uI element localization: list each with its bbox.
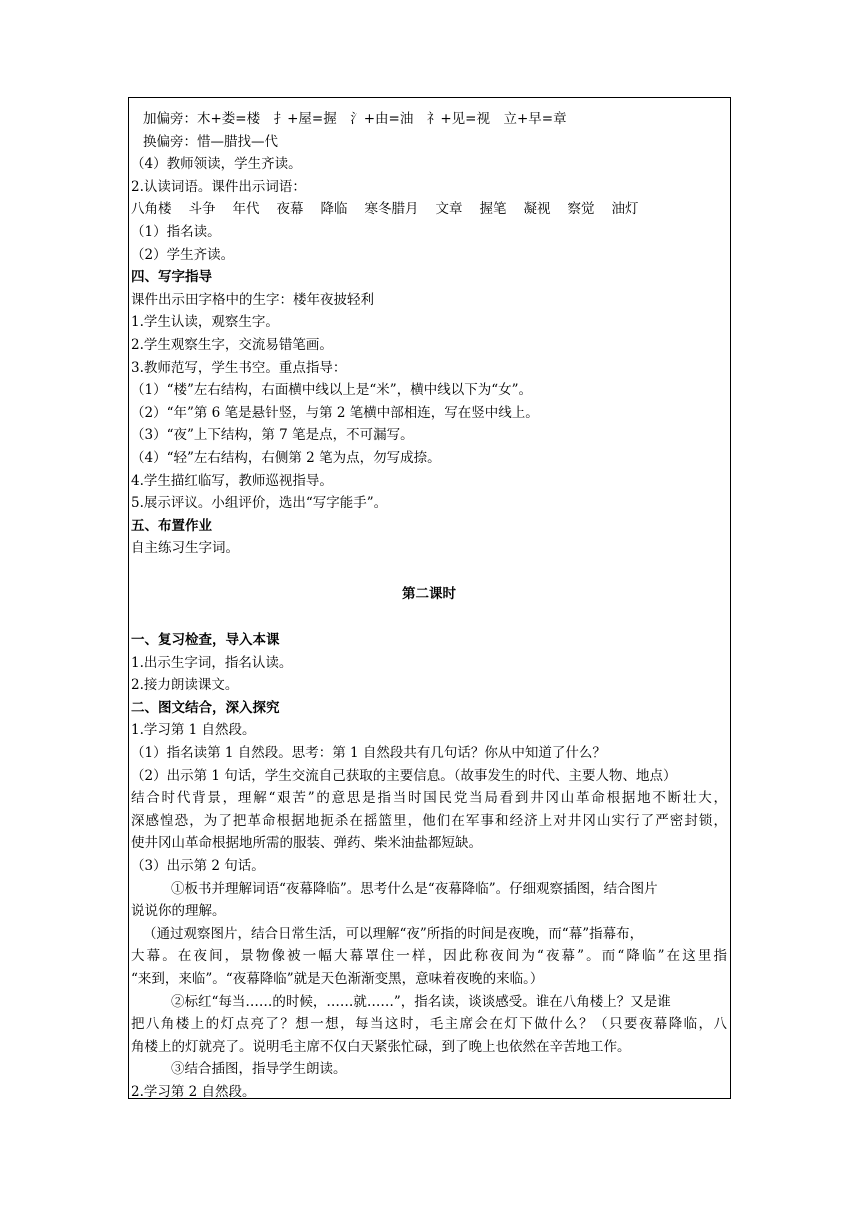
text-line: ②标红“每当……的时候，……就……”，指名读，谈谈感受。谁在八角楼上？又是谁: [171, 993, 671, 1010]
vocabulary-word: 油灯: [611, 201, 639, 218]
text-line: 1.出示生字词，指名认读。: [131, 654, 293, 671]
section-heading: 四、写字指导: [131, 269, 212, 286]
section-heading: 五、布置作业: [131, 517, 212, 534]
lesson-plan-content: [131, 108, 727, 1104]
text-line: 角楼上的灯就亮了。说明毛主席不仅白天紧张忙碌，到了晚上也依然在辛苦地工作。: [131, 1038, 631, 1055]
text-line: （2）出示第 1 句话，学生交流自己获取的主要信息。（故事发生的时代、主要人物、地点）: [131, 767, 677, 784]
lesson-period-title: 第二课时: [402, 586, 456, 603]
text-line: 5.展示评议。小组评价，选出“写字能手”。: [131, 495, 388, 512]
text-line: （4）教师领读，学生齐读。: [131, 156, 302, 173]
text-line: （1）“楼”左右结构，右面横中线以上是“米”，横中线以下为“女”。: [131, 382, 532, 399]
vocabulary-word: 握笔: [479, 201, 507, 218]
text-line: ③结合插图，指导学生朗读。: [171, 1061, 347, 1078]
text-line: （1）指名读第 1 自然段。思考：第 1 自然段共有几句话？你从中知道了什么？: [131, 745, 606, 762]
text-line: 2.接力朗读课文。: [131, 677, 239, 694]
text-line: 使井冈山革命根据地所需的服装、弹药、柴米油盐都短缺。: [131, 835, 482, 852]
text-line: 3.教师范写，学生书空。重点指导：: [131, 359, 347, 376]
vocabulary-word: 凝视: [523, 201, 551, 218]
text-line: （2）“年”第 6 笔是悬针竖，与第 2 笔横中部相连，写在竖中线上。: [131, 404, 539, 421]
vocabulary-word: 夜幕: [276, 201, 304, 218]
text-line: 换偏旁：惜—腊找—代: [143, 133, 278, 150]
vocabulary-word: 寒冬腊月: [364, 201, 419, 218]
vocabulary-word: 斗争: [188, 201, 216, 218]
text-line: （通过观察图片，结合日常生活，可以理解“夜”所指的时间是夜晚，而“幕”指幕布，: [143, 925, 644, 942]
text-line: 2.学习第 2 自然段。: [131, 1083, 256, 1100]
vocabulary-word: 文章: [435, 201, 463, 218]
text-line: 把八角楼上的灯点亮了？想一想，每当这时，毛主席会在灯下做什么？（只要夜幕降临，八: [131, 1016, 727, 1033]
vocabulary-list: [131, 198, 727, 221]
text-line: 说说你的理解。: [131, 903, 226, 920]
text-line: 2.认读词语。课件出示词语：: [131, 178, 306, 195]
section-heading: 一、复习检查，导入本课: [131, 632, 280, 649]
section-heading: 二、图文结合，深入探究: [131, 699, 280, 716]
text-line: 1.学生认读，观察生字。: [131, 314, 279, 331]
text-line: （1）指名读。: [131, 223, 221, 240]
text-line: 结合时代背景，理解“艰苦”的意思是指当时国民党当局看到井冈山革命根据地不断壮大，: [131, 790, 727, 807]
text-line: 4.学生描红临写，教师巡视指导。: [131, 472, 333, 489]
vocabulary-word: 察觉: [567, 201, 595, 218]
vocabulary-word: 八角楼: [131, 201, 172, 218]
text-line: 大幕。在夜间，景物像被一幅大幕罩住一样，因此称夜间为“夜幕”。而“降临”在这里指: [131, 948, 727, 965]
vocabulary-word: 降临: [320, 201, 348, 218]
text-line: 深感惶恐，为了把革命根据地扼杀在摇篮里，他们在军事和经济上对井冈山实行了严密封锁，: [131, 812, 727, 829]
text-line: “来到，来临”。“夜幕降临”就是天色渐渐变黑，意味着夜晚的来临。）: [131, 970, 544, 987]
text-line: （3）“夜”上下结构，第 7 笔是点，不可漏写。: [131, 427, 414, 444]
text-line: （3）出示第 2 句话。: [131, 858, 265, 874]
text-line: 加偏旁：木+娄=楼 扌+屋=握 氵+由=油 礻+见=视 立+早=章: [143, 111, 567, 127]
text-line: 自主练习生字词。: [131, 540, 239, 557]
text-line: 2.学生观察生字，交流易错笔画。: [131, 336, 333, 353]
text-line: ①板书并理解词语“夜幕降临”。思考什么是“夜幕降临”。仔细观察插图，结合图片: [171, 880, 658, 897]
text-line: 课件出示田字格中的生字：楼年夜披轻利: [131, 291, 374, 308]
text-line: （4）“轻”左右结构，右侧第 2 笔为点，勿写成捺。: [131, 449, 441, 466]
vocabulary-word: 年代: [232, 201, 260, 218]
text-line: （2）学生齐读。: [131, 246, 235, 263]
text-line: 1.学习第 1 自然段。: [131, 722, 256, 739]
